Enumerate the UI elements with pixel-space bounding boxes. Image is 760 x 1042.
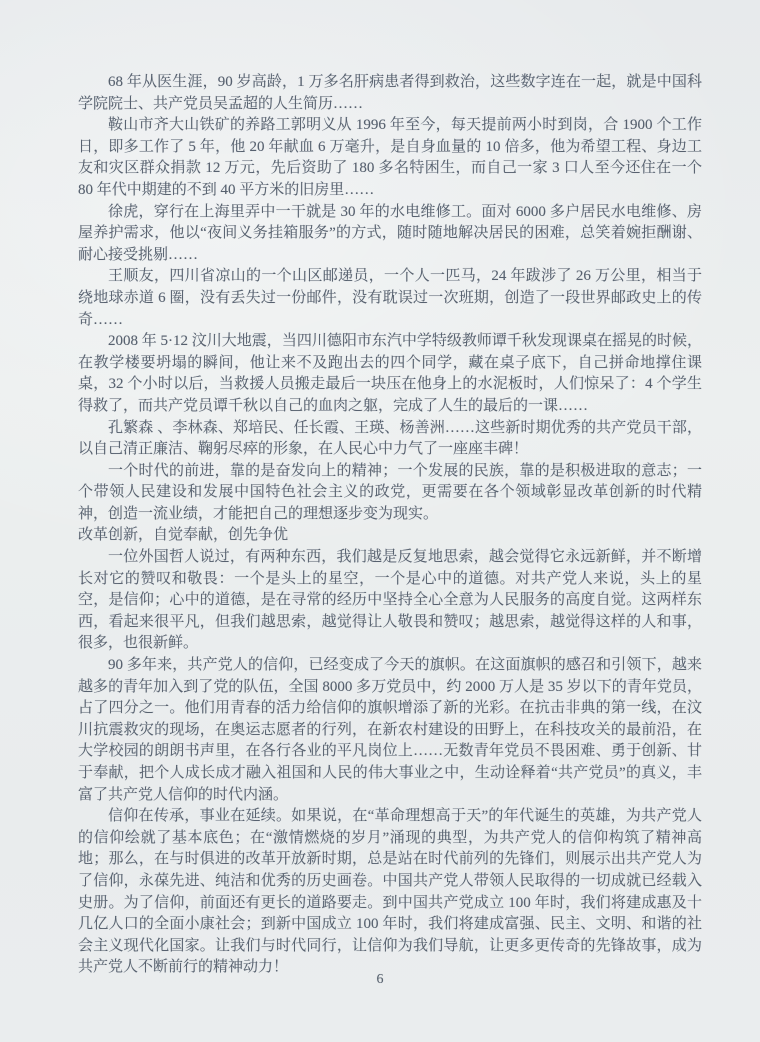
- page-number: 6: [376, 972, 384, 987]
- document-body: [78, 72, 702, 979]
- paragraph: 孔繁森 、李林森、郑培民、任长霞、王瑛、杨善洲……这些新时期优秀的共产党员干部，以自己清正廉洁、鞠躬尽瘁的形象，在人民心中力气了一座座丰碑！: [78, 419, 702, 458]
- paragraph: 68 年从医生涯，90 岁高龄，1 万多名肝病患者得到救治，这些数字连在一起，就是中国科学院院士、共产党员吴孟超的人生简历……: [78, 74, 702, 112]
- paragraph: 信仰在传承，事业在延续。如果说，在“革命理想高于天”的年代诞生的英雄，为共产党人的信仰绘就了基本底色；在“激情燃烧的岁月”涌现的典型，为共产党人的信仰构筑了精神高地；那么，在与时俱进的改革开放新时期，总是站在时代前列的先锋们，则展示出共产党人为了信仰，永葆先进、纯洁和优秀的历史画卷。中国共产党人带领人民取得的一切成就已经载入史册。为了信仰，前面还有更长的道路要走。到中国共产党成立 100 年时，我们将建成惠及十几亿人口的全面小康社会；到新中国成立 100 年时，我们将建成富强、民主、文明、和谐的社会主义现代化国家。让我们与时代同行，让信仰为我们导航，让更多更传奇的先锋故事，成为共产党人不断前行的精神动力！: [78, 808, 702, 976]
- paragraph: 王顺友，四川省凉山的一个山区邮递员，一个人一匹马，24 年跋涉了 26 万公里，相当于绕地球赤道 6 圈，没有丢失过一份邮件，没有耽误过一次班期，创造了一段世界邮政史上的传奇……: [78, 268, 702, 328]
- paragraph: 90 多年来，共产党人的信仰，已经变成了今天的旗帜。在这面旗帜的感召和引领下，越来越多的青年加入到了党的队伍，全国 8000 多万党员中，约 2000 万人是 35 岁以下的青年党员，占了四分之一。他们用青春的活力给信仰的旗帜增添了新的光彩。在抗击非典的第一线，在汶川抗震救灾的现场，在奥运志愿者的行列，在新农村建设的田野上，在科技攻关的最前沿，在大学校园的朗朗书声里，在各行各业的平凡岗位上……无数青年党员不畏困难、勇于创新、甘于奉献，把个人成长成才融入祖国和人民的伟大事业之中，生动诠释着“共产党员”的真义，丰富了共产党人信仰的时代内涵。: [78, 657, 702, 803]
- section-heading: 改革创新，自觉奉献，创先争优: [78, 527, 289, 544]
- paragraph: 一个时代的前进，靠的是奋发向上的精神；一个发展的民族，靠的是积极进取的意志；一个带领人民建设和发展中国特色社会主义的政党，更需要在各个领域彰显改革创新的时代精神，创造一流业绩，才能把自己的理想逐步变为现实。: [78, 462, 702, 522]
- paragraph: 鞍山市齐大山铁矿的养路工郭明义从 1996 年至今，每天提前两小时到岗，合 1900 个工作日，即多工作了 5 年，他 20 年献血 6 万毫升，是自身血量的 10 倍多，他为希望工程、身边工友和灾区群众捐款 12 万元，先后资助了 180 多名特困生，而自己一家 3 口人至今还住在一个 80 年代中期建的不到 40 平方米的旧房里……: [78, 117, 702, 198]
- paragraph: 一位外国哲人说过，有两种东西，我们越是反复地思索，越会觉得它永远新鲜，并不断增长对它的赞叹和敬畏：一个是头上的星空，一个是心中的道德。对共产党人来说，头上的星空，是信仰；心中的道德，是在寻常的经历中坚持全心全意为人民服务的高度自觉。这两样东西，看起来很平凡，但我们越思索，越觉得让人敬畏和赞叹；越思索，越觉得这样的人和事，很多，也很新鲜。: [78, 549, 702, 652]
- paragraph: 徐虎，穿行在上海里弄中一干就是 30 年的水电维修工。面对 6000 多户居民水电维修、房屋养护需求，他以“夜间义务挂箱服务”的方式，随时随地解决居民的困难，总笑着婉拒酬谢、耐心接受挑剔……: [78, 203, 702, 263]
- paragraph: 2008 年 5·12 汶川大地震，当四川德阳市东汽中学特级教师谭千秋发现课桌在摇晃的时候，在教学楼要坍塌的瞬间，他让来不及跑出去的四个同学，藏在桌子底下，自己拼命地撑住课桌，32 个小时以后，当救援人员搬走最后一块压在他身上的水泥板时，人们惊呆了：4 个学生得救了，而共产党员谭千秋以自己的血肉之躯，完成了人生的最后的一课……: [78, 333, 702, 414]
